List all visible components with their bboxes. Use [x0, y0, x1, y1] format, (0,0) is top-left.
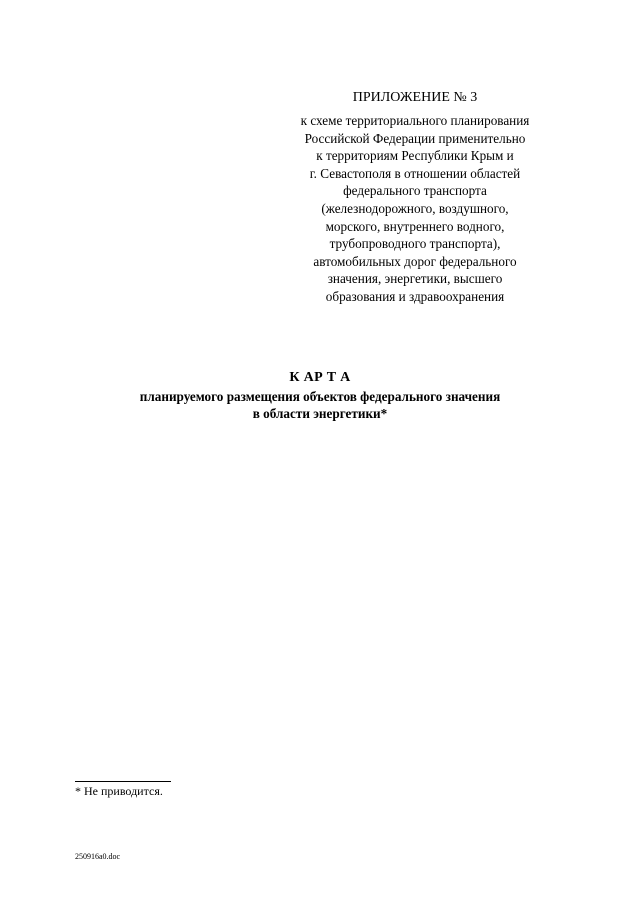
appendix-line: значения, энергетики, высшего [327, 271, 503, 287]
appendix-title: ПРИЛОЖЕНИЕ № 3 [352, 90, 478, 105]
appendix-line: к территориям Республики Крым и [316, 148, 514, 164]
appendix-line: г. Севастополя в отношении областей [309, 165, 521, 181]
appendix-line: Российской Федерации применительно [304, 130, 526, 146]
appendix-line: (железнодорожного, воздушного, [321, 200, 509, 216]
map-heading [0, 369, 640, 422]
appendix-line: образования и здравоохранения [325, 288, 505, 304]
appendix-block [270, 88, 560, 306]
document-file-id: 250916a0.doc [75, 852, 121, 861]
appendix-line: автомобильных дорог федерального [313, 253, 517, 269]
footnote-text: * Не приводится. [75, 784, 163, 798]
map-subtitle-line: в области энергетики* [252, 406, 388, 421]
appendix-description [270, 112, 560, 306]
footnote-divider [75, 781, 171, 782]
appendix-line: трубопроводного транспорта), [329, 236, 501, 252]
appendix-line: к схеме территориального планирования [300, 113, 530, 128]
appendix-line: морского, внутреннего водного, [325, 218, 505, 234]
appendix-line: федерального транспорта [343, 183, 487, 199]
map-title: К АР Т А [289, 370, 351, 385]
map-subtitle-line: планируемого размещения объектов федерального значения [139, 389, 501, 404]
